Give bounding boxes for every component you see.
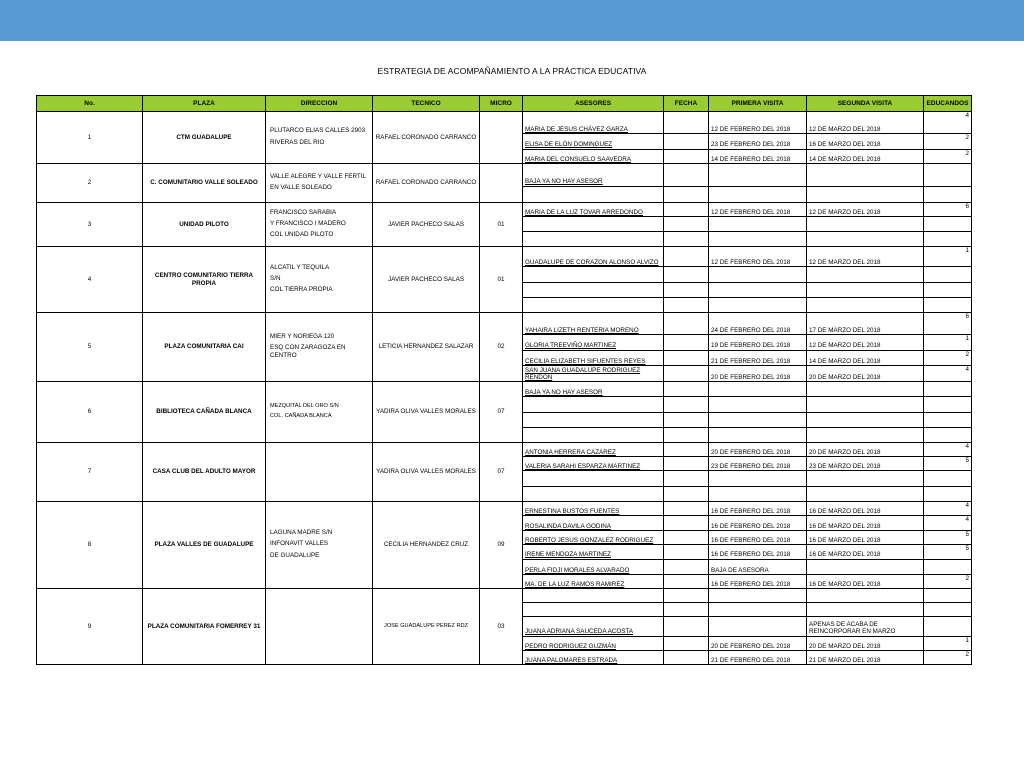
- plaza-name: CASA CLUB DEL ADULTO MAYOR: [143, 443, 266, 502]
- direccion-line: MEZQUITAL DEL ORO S/N: [270, 402, 339, 409]
- segunda-visita: [807, 427, 924, 442]
- educandos-count: [924, 217, 972, 231]
- primera-visita: 21 DE FEBRERO DEL 2018: [709, 350, 807, 365]
- primera-visita: [709, 164, 807, 187]
- primera-visita: 20 DE FEBRERO DEL 2018: [709, 636, 807, 650]
- asesor-name: GUADALUPE DE CORAZON ALONSO ALVIZO: [523, 247, 664, 267]
- fecha-cell: [664, 559, 709, 574]
- primera-visita: 23 DE FEBRERO DEL 2018: [709, 457, 807, 471]
- primera-visita: 12 DE FEBRERO DEL 2018: [709, 247, 807, 267]
- fecha-cell: [664, 382, 709, 397]
- plaza-number: 5: [37, 313, 143, 382]
- educandos-count: 1: [924, 247, 972, 267]
- segunda-visita: [807, 186, 924, 202]
- table-row: [37, 164, 972, 187]
- asesor-name: [523, 427, 664, 442]
- fecha-cell: [664, 112, 709, 134]
- segunda-visita: 12 DE MARZO DEL 2018: [807, 112, 924, 134]
- fecha-cell: [664, 636, 709, 650]
- direccion-line: VALLE ALEGRE Y VALLE FERTIL: [270, 172, 367, 180]
- header-row: [37, 96, 972, 112]
- micro-code: 03: [480, 589, 523, 665]
- asesor-name: [523, 267, 664, 282]
- tecnico-name: RAFAEL CORONADO CARRANCO: [373, 112, 480, 164]
- plaza-number: 2: [37, 164, 143, 203]
- header-asesores: ASESORES: [523, 96, 664, 112]
- fecha-cell: [664, 231, 709, 246]
- segunda-visita: [807, 412, 924, 427]
- direccion-line: PLUTARCO ELIAS CALLES 2903: [270, 127, 366, 135]
- tecnico-name: CECILIA HERNANDEZ CRUZ: [373, 502, 480, 589]
- header-no: No.: [37, 96, 143, 112]
- asesor-name: ANTONIA HERRERA CAZAREZ: [523, 443, 664, 457]
- fecha-cell: [664, 545, 709, 559]
- direccion-cell: [266, 502, 373, 589]
- asesor-name: MARIA DEL CONSUELO SAAVEDRA: [523, 149, 664, 163]
- direccion-cell: [266, 112, 373, 164]
- direccion-line: FRANCISCO SARABIA: [270, 208, 337, 216]
- fecha-cell: [664, 397, 709, 412]
- primera-visita: [709, 427, 807, 442]
- primera-visita: [709, 397, 807, 412]
- segunda-visita: 20 DE MARZO DEL 2018: [807, 443, 924, 457]
- educandos-count: [924, 397, 972, 412]
- educandos-count: [924, 589, 972, 603]
- segunda-visita: 23 DE MARZO DEL 2018: [807, 457, 924, 471]
- table-row: [37, 247, 972, 267]
- segunda-visita: 20 DE MARZO DEL 2018: [807, 636, 924, 650]
- header-educandos: EDUCANDOS: [924, 96, 972, 112]
- asesor-name: [523, 217, 664, 231]
- segunda-visita: 14 DE MARZO DEL 2018: [807, 149, 924, 163]
- table-row: [37, 443, 972, 457]
- asesor-name: BAJA YA NO HAY ASESOR: [523, 382, 664, 397]
- educandos-count: [924, 164, 972, 187]
- primera-visita: 12 DE FEBRERO DEL 2018: [709, 203, 807, 217]
- educandos-count: [924, 559, 972, 574]
- educandos-count: [924, 186, 972, 202]
- asesor-name: SAN JUANA GUADALUPE RODRIGUEZ RENDÓN: [523, 365, 664, 381]
- fecha-cell: [664, 617, 709, 636]
- segunda-visita: [807, 397, 924, 412]
- educandos-count: [924, 427, 972, 442]
- asesor-name: [523, 471, 664, 486]
- fecha-cell: [664, 267, 709, 282]
- micro-code: 09: [480, 502, 523, 589]
- direccion-cell: [266, 203, 373, 247]
- primera-visita: [709, 412, 807, 427]
- segunda-visita: [807, 603, 924, 617]
- micro-code: [480, 112, 523, 164]
- educandos-count: [924, 412, 972, 427]
- asesor-name: ELISA DE ELÓN DOMINGUEZ: [523, 134, 664, 149]
- asesor-name: ROBERTO JESUS GONZALEZ RODRIGUEZ: [523, 531, 664, 545]
- educandos-count: 5: [924, 457, 972, 471]
- plaza-name: PLAZA COMUNITARIA FOMERREY 31: [143, 589, 266, 665]
- primera-visita: 16 DE FEBRERO DEL 2018: [709, 531, 807, 545]
- segunda-visita: 21 DE MARZO DEL 2018: [807, 650, 924, 664]
- tecnico-name: YADIRA OLIVA VALLES MORALES: [373, 443, 480, 502]
- fecha-cell: [664, 502, 709, 516]
- asesor-name: [523, 231, 664, 246]
- fecha-cell: [664, 650, 709, 664]
- primera-visita: 16 DE FEBRERO DEL 2018: [709, 516, 807, 531]
- segunda-visita: 12 DE MARZO DEL 2018: [807, 203, 924, 217]
- educandos-count: 5: [924, 531, 972, 545]
- document-title: ESTRATEGIA DE ACOMPAÑAMIENTO A LA PRÁCTICA EDUCATIVA: [377, 66, 647, 76]
- segunda-visita: [807, 164, 924, 187]
- header-micro: MICRO: [480, 96, 523, 112]
- table-row: [37, 382, 972, 397]
- direccion-line: ALCATIL Y TEQUILA: [270, 263, 330, 271]
- tecnico-name: YADIRA OLIVA VALLES MORALES: [373, 382, 480, 443]
- educandos-count: 2: [924, 149, 972, 163]
- direccion-cell: [266, 313, 373, 382]
- segunda-visita: [807, 471, 924, 486]
- asesor-name: JUANA ADRIANA SAUCEDA ACOSTA: [523, 617, 664, 636]
- table-row: [37, 502, 972, 516]
- asesor-name: MA. DE LA LUZ RAMOS RAMIREZ: [523, 574, 664, 588]
- micro-code: 01: [480, 203, 523, 247]
- direccion-line: ESQ CON ZARAGOZA EN CENTRO: [270, 344, 346, 359]
- micro-code: 01: [480, 247, 523, 313]
- segunda-visita: [807, 297, 924, 312]
- acompanamiento-table: [36, 95, 972, 665]
- asesor-name: [523, 603, 664, 617]
- plaza-number: 4: [37, 247, 143, 313]
- educandos-count: [924, 231, 972, 246]
- fecha-cell: [664, 282, 709, 297]
- asesor-name: IRENE MENDOZA MARTINEZ: [523, 545, 664, 559]
- tecnico-name: LETICIA HERNANDEZ SALAZAR: [373, 313, 480, 382]
- direccion-cell: [266, 382, 373, 443]
- plaza-number: 9: [37, 589, 143, 665]
- asesor-name: PEDRO RODRIGUEZ GUZMÁN: [523, 636, 664, 650]
- primera-visita: [709, 186, 807, 202]
- asesor-name: [523, 486, 664, 501]
- primera-visita: 21 DE FEBRERO DEL 2018: [709, 650, 807, 664]
- top-banner: [0, 0, 1024, 41]
- tecnico-name: JAVIER PACHECO SALAS: [373, 247, 480, 313]
- plaza-name: PLAZA VALLES DE GUADALUPE: [143, 502, 266, 589]
- educandos-count: [924, 486, 972, 501]
- educandos-count: 2: [924, 574, 972, 588]
- fecha-cell: [664, 335, 709, 350]
- fecha-cell: [664, 365, 709, 381]
- fecha-cell: [664, 297, 709, 312]
- table-row: [37, 112, 972, 134]
- fecha-cell: [664, 149, 709, 163]
- direccion-line: INFONAVIT VALLES: [270, 540, 329, 548]
- asesor-name: MARIA DE LA LUZ TOVAR ARREDONDO: [523, 203, 664, 217]
- asesor-name: BAJA YA NO HAY ASESOR: [523, 164, 664, 187]
- segunda-visita: 16 DE MARZO DEL 2018: [807, 502, 924, 516]
- fecha-cell: [664, 427, 709, 442]
- asesor-name: VALERIA SARAHI ESPARZA MARTINEZ: [523, 457, 664, 471]
- plaza-number: 3: [37, 203, 143, 247]
- primera-visita: 16 DE FEBRERO DEL 2018: [709, 574, 807, 588]
- primera-visita: 20 DE FEBRERO DEL 2018: [709, 443, 807, 457]
- segunda-visita: 20 DE MARZO DEL 2018: [807, 365, 924, 381]
- segunda-visita: 16 DE MARZO DEL 2018: [807, 545, 924, 559]
- educandos-count: [924, 297, 972, 312]
- segunda-visita: [807, 231, 924, 246]
- table-body: [37, 112, 972, 665]
- tecnico-name: RAFAEL CORONADO CARRANCO: [373, 164, 480, 203]
- direccion-line: COL. CAÑADA BLANCA: [270, 413, 332, 419]
- plaza-number: 1: [37, 112, 143, 164]
- educandos-count: [924, 617, 972, 636]
- asesor-name: GLORIA TREEVIÑO MARTINEZ: [523, 335, 664, 350]
- primera-visita: 16 DE FEBRERO DEL 2018: [709, 502, 807, 516]
- fecha-cell: [664, 457, 709, 471]
- primera-visita: [709, 297, 807, 312]
- fecha-cell: [664, 486, 709, 501]
- educandos-count: 2: [924, 650, 972, 664]
- educandos-count: 1: [924, 335, 972, 350]
- segunda-visita: 12 DE MARZO DEL 2018: [807, 335, 924, 350]
- segunda-visita: [807, 382, 924, 397]
- micro-code: [480, 164, 523, 203]
- asesor-name: CECILIA ELIZABETH SIFUENTES REYES: [523, 350, 664, 365]
- asesor-name: [523, 282, 664, 297]
- plaza-name: PLAZA COMUNITARIA CAI: [143, 313, 266, 382]
- fecha-cell: [664, 350, 709, 365]
- fecha-cell: [664, 603, 709, 617]
- direccion-cell: [266, 164, 373, 203]
- primera-visita: [709, 231, 807, 246]
- plaza-name: CTM GUADALUPE: [143, 112, 266, 164]
- fecha-cell: [664, 203, 709, 217]
- primera-visita: 23 DE FEBRERO DEL 2018: [709, 134, 807, 149]
- segunda-visita: 17 DE MARZO DEL 2018: [807, 313, 924, 335]
- asesor-name: [523, 397, 664, 412]
- fecha-cell: [664, 217, 709, 231]
- table-row: [37, 589, 972, 603]
- fecha-cell: [664, 589, 709, 603]
- educandos-count: 5: [924, 545, 972, 559]
- micro-code: 02: [480, 313, 523, 382]
- asesor-name: PERLA FIDJI MORALES ALVARADO: [523, 559, 664, 574]
- fecha-cell: [664, 164, 709, 187]
- segunda-visita: [807, 589, 924, 603]
- plaza-name: CENTRO COMUNITARIO TIERRA PROPIA: [143, 247, 266, 313]
- primera-visita: 24 DE FEBRERO DEL 2018: [709, 313, 807, 335]
- educandos-count: 4: [924, 502, 972, 516]
- asesor-name: YAHAIRA LIZETH RENTERIA MORENO: [523, 313, 664, 335]
- educandos-count: [924, 382, 972, 397]
- fecha-cell: [664, 134, 709, 149]
- fecha-cell: [664, 443, 709, 457]
- segunda-visita: 16 DE MARZO DEL 2018: [807, 134, 924, 149]
- primera-visita: [709, 382, 807, 397]
- plaza-number: 7: [37, 443, 143, 502]
- direccion-cell: [266, 443, 373, 502]
- asesor-name: [523, 297, 664, 312]
- direccion-line: COL UNIDAD PILOTO: [270, 231, 334, 239]
- segunda-visita: 16 DE MARZO DEL 2018: [807, 516, 924, 531]
- educandos-count: [924, 471, 972, 486]
- primera-visita: 12 DE FEBRERO DEL 2018: [709, 112, 807, 134]
- asesor-name: JUANA PALOMARES ESTRADA: [523, 650, 664, 664]
- header-plaza: PLAZA: [143, 96, 266, 112]
- direccion-line: LAGUNA MADRE S/N: [270, 529, 333, 537]
- asesor-name: ERNESTINA BUSTOS FUENTES: [523, 502, 664, 516]
- segunda-visita: [807, 282, 924, 297]
- educandos-count: 6: [924, 313, 972, 335]
- educandos-count: 2: [924, 350, 972, 365]
- educandos-count: [924, 282, 972, 297]
- fecha-cell: [664, 186, 709, 202]
- primera-visita: 20 DE FEBRERO DEL 2018: [709, 365, 807, 381]
- direccion-line: Y FRANCISCO I MADERO: [270, 219, 346, 227]
- primera-visita: [709, 617, 807, 636]
- header-primera-visita: PRIMERA VISITA: [709, 96, 807, 112]
- asesor-name: MARIA DE JESUS CHÁVEZ GARZA: [523, 112, 664, 134]
- direccion-line: RIVERAS DEL RIO: [270, 138, 325, 146]
- fecha-cell: [664, 471, 709, 486]
- asesor-name: ROSALINDA DAVILA GODINA: [523, 516, 664, 531]
- educandos-count: 6: [924, 203, 972, 217]
- primera-visita: [709, 589, 807, 603]
- educandos-count: [924, 267, 972, 282]
- primera-visita: 19 DE FEBRERO DEL 2018: [709, 335, 807, 350]
- segunda-visita: APENAS DE ACABA DE REINCORPORAR EN MARZO: [807, 617, 924, 636]
- plaza-number: 6: [37, 382, 143, 443]
- segunda-visita: [807, 217, 924, 231]
- primera-visita: [709, 217, 807, 231]
- segunda-visita: 16 DE MARZO DEL 2018: [807, 531, 924, 545]
- segunda-visita: 16 DE MARZO DEL 2018: [807, 574, 924, 588]
- fecha-cell: [664, 574, 709, 588]
- primera-visita: [709, 486, 807, 501]
- educandos-count: 4: [924, 112, 972, 134]
- plaza-name: BIBLIOTECA CAÑADA BLANCA: [143, 382, 266, 443]
- tecnico-name: JOSE GUADALUPE PEREZ RDZ: [373, 589, 480, 665]
- direccion-cell: [266, 247, 373, 313]
- header-tecnico: TECNICO: [373, 96, 480, 112]
- plaza-name: C. COMUNITARIO VALLE SOLEADO: [143, 164, 266, 203]
- tecnico-name: JAVIER PACHECO SALAS: [373, 203, 480, 247]
- micro-code: 07: [480, 443, 523, 502]
- segunda-visita: [807, 486, 924, 501]
- direccion-line: COL TIERRA PROPIA: [270, 286, 333, 294]
- segunda-visita: 12 DE MARZO DEL 2018: [807, 247, 924, 267]
- direccion-line: MIER Y NORIEGA 120: [270, 333, 335, 341]
- header-direccion: DIRECCION: [266, 96, 373, 112]
- primera-visita: [709, 282, 807, 297]
- plaza-number: 8: [37, 502, 143, 589]
- header-fecha: FECHA: [664, 96, 709, 112]
- direccion-cell: [266, 589, 373, 665]
- primera-visita: [709, 471, 807, 486]
- micro-code: 07: [480, 382, 523, 443]
- segunda-visita: [807, 267, 924, 282]
- asesor-name: [523, 186, 664, 202]
- educandos-count: 4: [924, 443, 972, 457]
- direccion-line: DE GUADALUPE: [270, 551, 320, 559]
- educandos-count: 2: [924, 134, 972, 149]
- primera-visita: BAJA DE ASESORA: [709, 559, 807, 574]
- fecha-cell: [664, 412, 709, 427]
- header-segunda-visita: SEGUNDA VISITA: [807, 96, 924, 112]
- educandos-count: [924, 603, 972, 617]
- table-row: [37, 203, 972, 217]
- asesor-name: [523, 412, 664, 427]
- primera-visita: 16 DE FEBRERO DEL 2018: [709, 545, 807, 559]
- asesor-name: [523, 589, 664, 603]
- primera-visita: [709, 267, 807, 282]
- educandos-count: 4: [924, 516, 972, 531]
- segunda-visita: [807, 559, 924, 574]
- fecha-cell: [664, 247, 709, 267]
- table-row: [37, 313, 972, 335]
- plaza-name: UNIDAD PILOTO: [143, 203, 266, 247]
- primera-visita: [709, 603, 807, 617]
- segunda-visita: 14 DE MARZO DEL 2018: [807, 350, 924, 365]
- educandos-count: 4: [924, 365, 972, 381]
- fecha-cell: [664, 516, 709, 531]
- direccion-line: EN VALLE SOLEADO: [270, 184, 332, 191]
- primera-visita: 14 DE FEBRERO DEL 2018: [709, 149, 807, 163]
- educandos-count: 1: [924, 636, 972, 650]
- fecha-cell: [664, 531, 709, 545]
- fecha-cell: [664, 313, 709, 335]
- direccion-line: S/N: [270, 274, 281, 282]
